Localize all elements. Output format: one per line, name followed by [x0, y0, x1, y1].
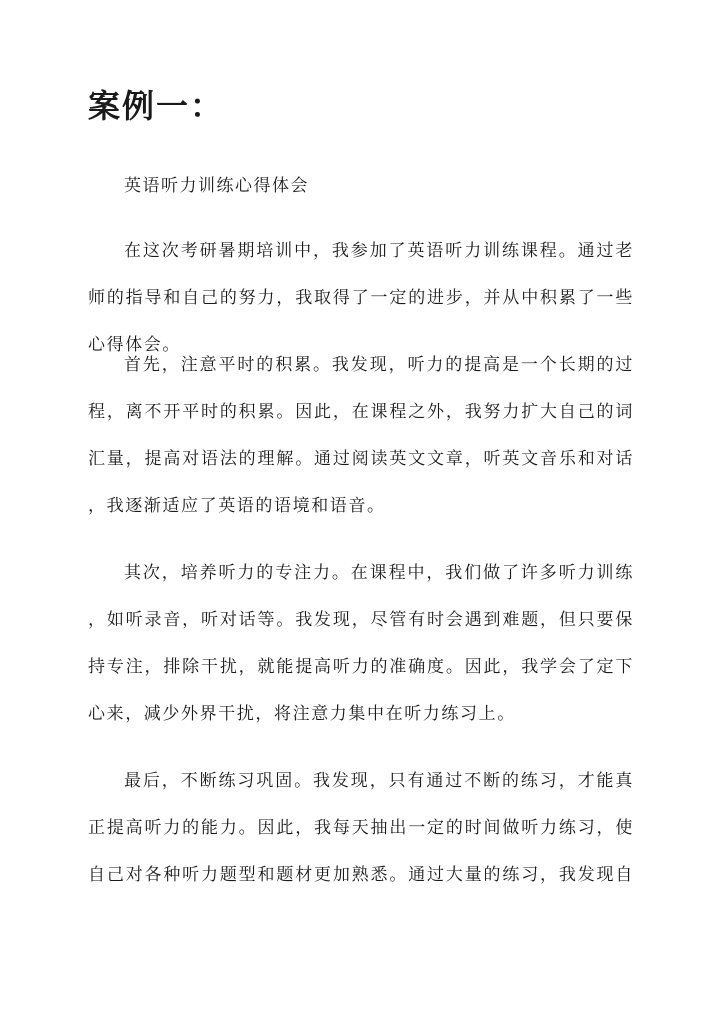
- paragraph-line: ，我逐渐适应了英语的语境和语音。: [88, 496, 386, 516]
- paragraph-line: 自己对各种听力题型和题材更加熟悉。通过大量的练习，我发现自: [88, 865, 634, 885]
- paragraph-line: 师的指导和自己的努力，我取得了一定的进步，并从中积累了一些: [88, 288, 634, 308]
- paragraph-line: 持专注，排除干扰，就能提高听力的准确度。因此，我学会了定下: [88, 657, 634, 677]
- paragraph-line: 在这次考研暑期培训中，我参加了英语听力训练课程。通过老: [124, 241, 634, 261]
- paragraph-line: 最后，不断练习巩固。我发现，只有通过不断的练习，才能真: [124, 771, 634, 791]
- paragraph-third-point: [88, 758, 634, 899]
- paragraph-line: 汇量，提高对语法的理解。通过阅读英文文章，听英文音乐和对话: [88, 449, 634, 469]
- paragraph-first-point: [88, 342, 634, 530]
- paragraph-second-point: [88, 550, 634, 738]
- paragraph-line: 程，离不开平时的积累。因此，在课程之外，我努力扩大自己的词: [88, 402, 634, 422]
- paragraph-line: 正提高听力的能力。因此，我每天抽出一定的时间做听力练习，使: [88, 818, 634, 838]
- paragraph-line: ，如听录音，听对话等。我发现，尽管有时会遇到难题，但只要保: [88, 610, 634, 630]
- paragraph-line: 首先，注意平时的积累。我发现，听力的提高是一个长期的过: [124, 355, 634, 375]
- case-heading: 案例一：: [88, 87, 225, 125]
- paragraph-line: 其次，培养听力的专注力。在课程中，我们做了许多听力训练: [124, 563, 634, 583]
- paragraph-line: 心得体会。: [88, 335, 181, 355]
- article-title: 英语听力训练心得体会: [124, 176, 309, 196]
- paragraph-line: 心来，减少外界干扰，将注意力集中在听力练习上。: [88, 704, 516, 724]
